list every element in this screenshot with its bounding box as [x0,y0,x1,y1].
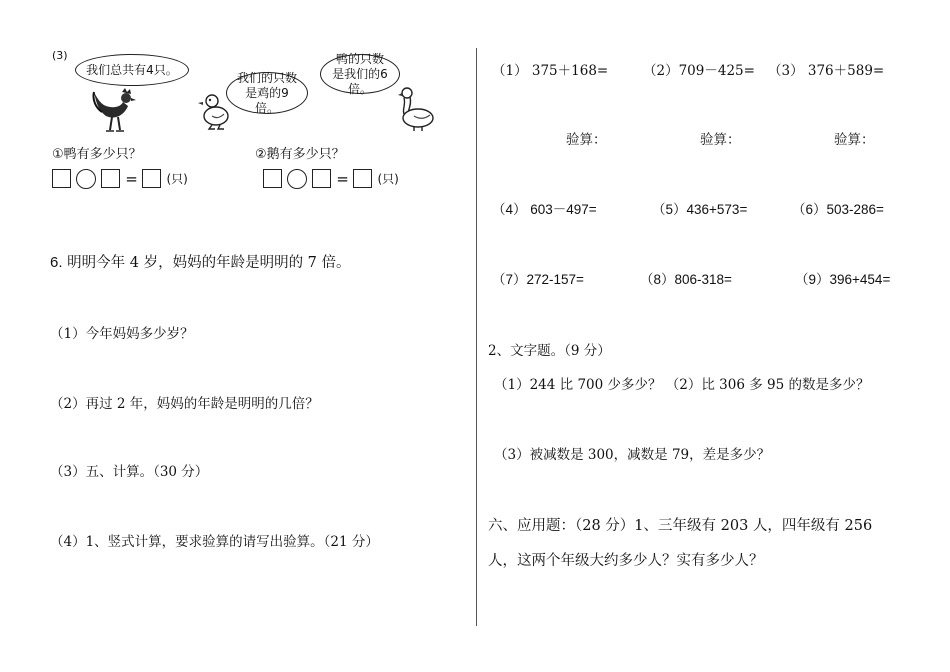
calc-problem: （7）272-157= [492,272,584,287]
operator-circle[interactable] [76,169,96,189]
answer-box[interactable] [263,169,282,188]
calc-problem: （2）709－425= [643,63,755,79]
question-6-stem [50,251,351,272]
equals-sign: = [336,169,349,188]
check-label: 验算： [566,132,607,148]
calc-problem: （6）503-286= [792,202,884,217]
question-number: 6. [50,254,63,271]
calc-problem: （3） 376＋589= [768,63,885,79]
unit-label: (只) [377,172,399,186]
word-problem-line: （1）244 比 700 少多少？ （2）比 306 多 95 的数是多少？ [494,377,870,393]
question-stem-text: 明明今年 4 岁，妈妈的年龄是明明的 7 倍。 [67,255,351,271]
calc-problem: （8）806-318= [640,272,732,287]
duck-icon [198,92,234,130]
answer-template-goose [263,168,399,189]
calc-problem: （9）396+454= [795,272,891,287]
answer-template-duck [52,168,188,189]
application-problem-line-2: 人，这两个年级大约多少人？实有多少人？ [488,553,764,569]
duck-speech-bubble: 我们的只数是鸡的9倍。 [226,72,308,114]
check-label: 验算： [834,132,875,148]
rooster-icon [92,86,142,134]
goose-speech-bubble: 鸭的只数是我们的6倍。 [320,54,400,94]
unit-label: (只) [166,172,188,186]
application-problem-line-1: 六、应用题：（28 分）1、三年级有 203 人，四年级有 256 [488,518,873,534]
calc-problem: （4） 603－497= [492,202,597,217]
answer-box[interactable] [312,169,331,188]
answer-box[interactable] [52,169,71,188]
operator-circle[interactable] [287,169,307,189]
question-6-part-4: （4）1、竖式计算，要求验算的请写出验算。（21 分） [50,534,379,550]
question-duck-count: ①鸭有多少只？ [52,147,142,162]
word-problem-line: （3）被减数是 300，减数是 79，差是多少？ [494,447,771,463]
section-title: 2、文字题。（9 分） [488,343,611,359]
answer-box[interactable] [353,169,372,188]
column-divider [476,48,477,626]
rooster-speech-bubble: 我们总共有4只。 [75,54,189,86]
calc-problem: （1） 375＋168= [492,63,609,79]
illustration-number: (3) [52,49,68,62]
goose-icon [398,86,438,132]
calc-problem: （5）436+573= [652,202,748,217]
question-6-part-1: （1）今年妈妈多少岁？ [50,326,194,342]
answer-box[interactable] [101,169,120,188]
answer-box[interactable] [142,169,161,188]
question-goose-count: ②鹅有多少只？ [255,147,345,162]
check-label: 验算： [700,132,741,148]
question-6-part-3: （3）五、计算。（30 分） [50,464,209,480]
question-6-part-2: （2）再过 2 年，妈妈的年龄是明明的几倍？ [50,396,319,412]
equals-sign: = [125,169,138,188]
